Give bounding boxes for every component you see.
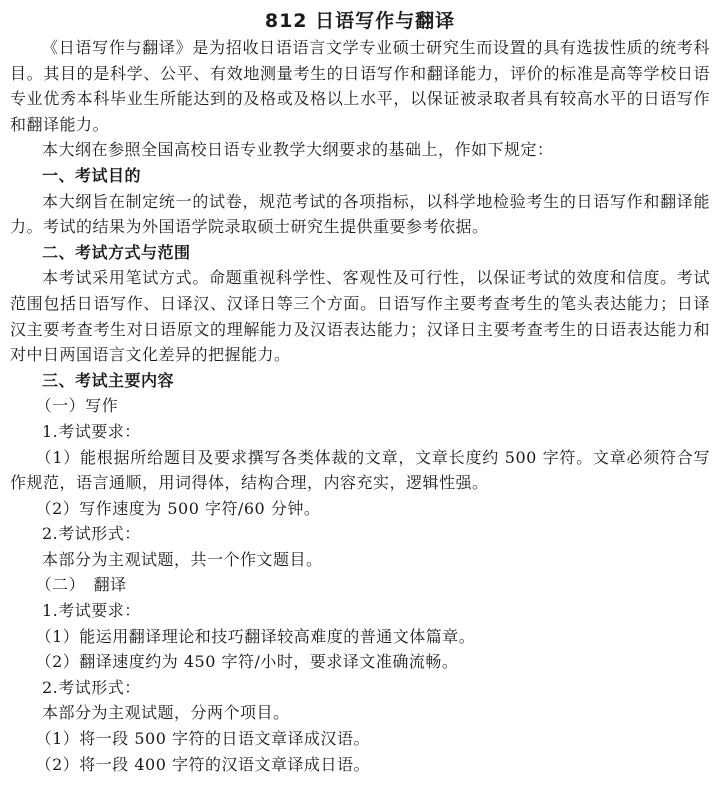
form-label: 2.考试形式： bbox=[42, 677, 141, 697]
form-text: 本部分为主观试题，共一个作文题目。 bbox=[42, 549, 323, 569]
requirement-item: （1）能根据所给题目及要求撰写各类体裁的文章，文章长度约 500 字符。文章必须符合写作规范，语言通顺，用词得体，结构合理，内容充实，逻辑性强。 bbox=[10, 447, 710, 493]
requirement-item: （2）翻译速度约为 450 字符/小时，要求译文准确流畅。 bbox=[35, 652, 459, 672]
section-heading: 二、考试方式与范围 bbox=[42, 242, 191, 262]
subsection-heading: （一）写作 bbox=[35, 396, 119, 416]
form-text: 本部分为主观试题，分两个项目。 bbox=[42, 703, 290, 723]
section-body: 本考试采用笔试方式。命题重视科学性、客观性及可行性，以保证考试的效度和信度。考试范围包括日语写作、日译汉、汉译日等三个方面。日语写作主要考查考生的笔头表达能力；日译汉主要考查考生对日语原文的理解能力及汉语表达能力；汉译日主要考查考生的日语表达能力和对中日两国语言文化差异的把握能力。 bbox=[10, 268, 710, 365]
requirement-label: 1.考试要求： bbox=[42, 421, 141, 441]
document-title: 812 日语写作与翻译 bbox=[264, 10, 456, 32]
requirement-item: （1）能运用翻译理论和技巧翻译较高难度的普通文体篇章。 bbox=[35, 626, 476, 646]
section-heading: 三、考试主要内容 bbox=[42, 370, 175, 390]
subsection-heading: （二） 翻译 bbox=[35, 575, 127, 595]
document-page bbox=[10, 8, 710, 777]
translation-item: （1）将一段 500 字符的日语文章译成汉语。 bbox=[35, 729, 370, 749]
translation-item: （2）将一段 400 字符的汉语文章译成日语。 bbox=[35, 754, 370, 774]
intro-paragraph: 本大纲在参照全国高校日语专业教学大纲要求的基础上，作如下规定： bbox=[42, 140, 554, 160]
requirement-item: （2）写作速度为 500 字符/60 分钟。 bbox=[35, 498, 321, 518]
form-label: 2.考试形式： bbox=[42, 524, 141, 544]
intro-paragraph: 《日语写作与翻译》是为招收日语语言文学专业硕士研究生而设置的具有选拔性质的统考科目。其目的是科学、公平、有效地测量考生的日语写作和翻译能力，评价的标准是高等学校日语专业优秀本科毕业生所能达到的及格或及格以上水平，以保证被录取者具有较高水平的日语写作和翻译能力。 bbox=[10, 38, 710, 134]
requirement-label: 1.考试要求： bbox=[42, 601, 141, 621]
section-body: 本大纲旨在制定统一的试卷，规范考试的各项指标，以科学地检验考生的日语写作和翻译能力。考试的结果为外国语学院录取硕士研究生提供重要参考依据。 bbox=[10, 191, 710, 237]
section-heading: 一、考试目的 bbox=[42, 165, 142, 185]
